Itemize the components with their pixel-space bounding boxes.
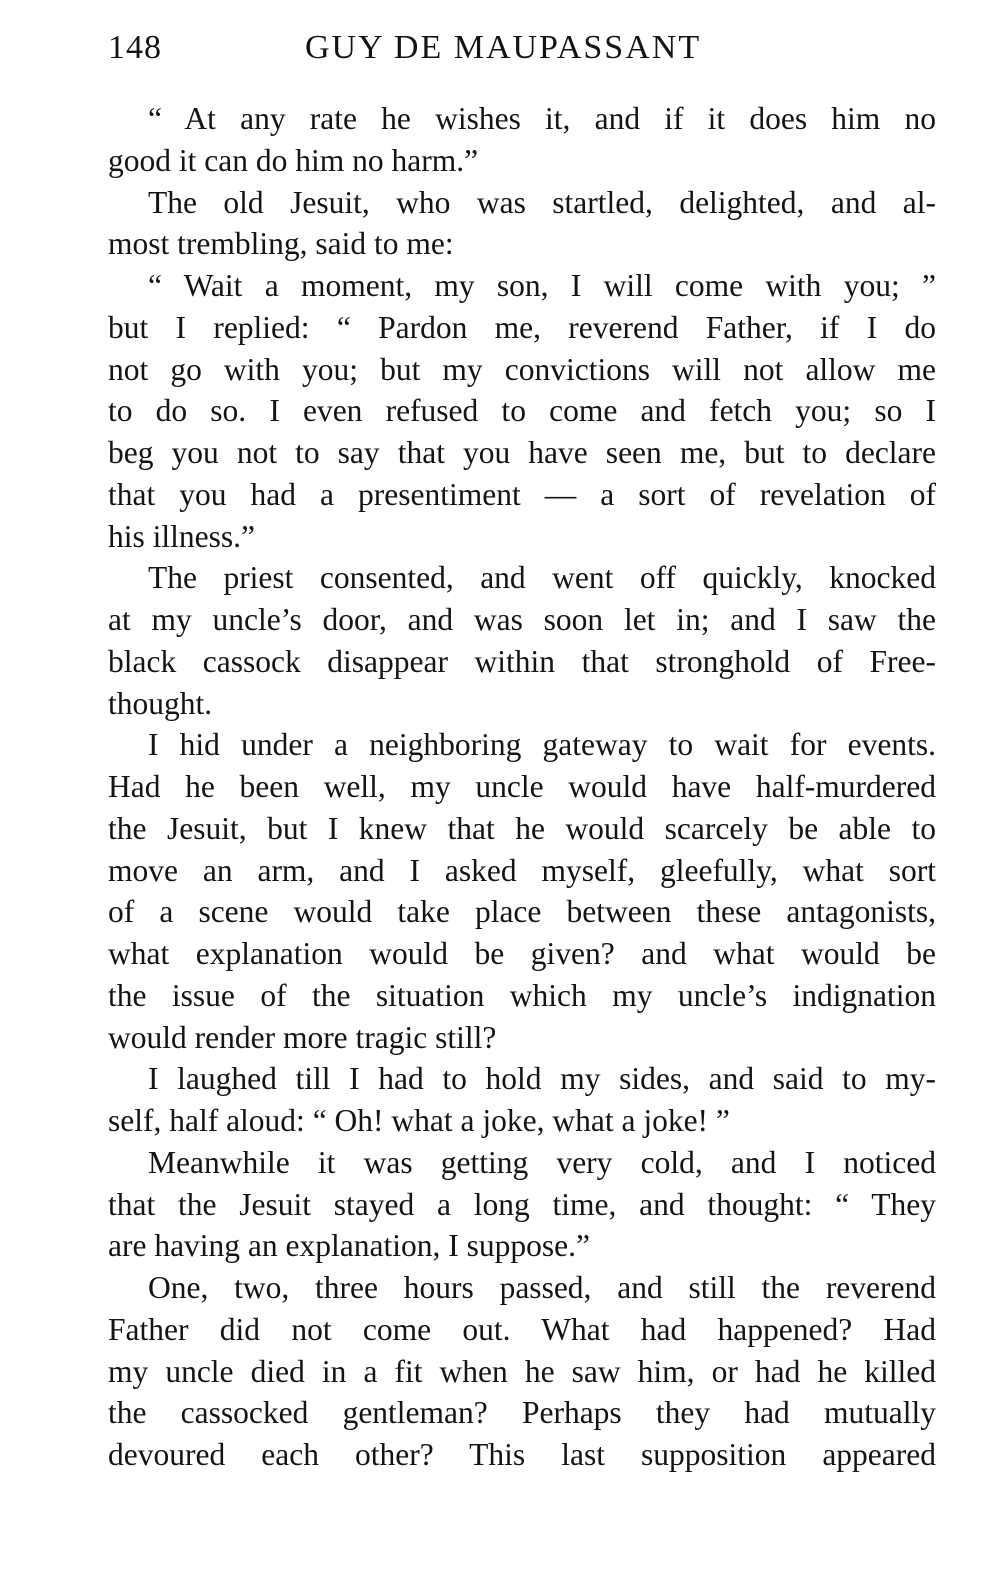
running-head xyxy=(108,22,936,74)
text-line: not go with you; but my convictions will not allow me xyxy=(108,351,936,387)
text-line: Had he been well, my uncle would have half-murdered xyxy=(108,769,936,804)
text-line: my uncle died in a fit when he saw him, or had he killed xyxy=(108,1353,936,1389)
text-line: Meanwhile it was getting very cold, and I noticed xyxy=(148,1144,936,1180)
text-line: but I replied: “ Pardon me, reverend Father, if I do xyxy=(108,309,936,345)
text-line: I laughed till I had to hold my sides, and said to my- xyxy=(148,1061,936,1097)
text-line: that you had a presentiment — a sort of revelation of xyxy=(108,476,936,512)
body-text xyxy=(108,98,936,1476)
page-number: 148 xyxy=(108,29,162,66)
text-line: I hid under a neighboring gateway to wait for events. xyxy=(148,727,936,763)
text-line: what explanation would be given? and what would be xyxy=(108,936,936,971)
text-line: are having an explanation, I suppose.” xyxy=(108,1228,590,1264)
text-line: that the Jesuit stayed a long time, and thought: “ They xyxy=(108,1186,936,1222)
text-line: at my uncle’s door, and was soon let in; and I saw the xyxy=(108,602,936,637)
text-line: black cassock disappear within that stronghold of Free- xyxy=(108,643,936,679)
text-line: the cassocked gentleman? Perhaps they had mutually xyxy=(108,1395,936,1431)
text-line: The priest consented, and went off quickly, knocked xyxy=(148,560,936,596)
text-line: to do so. I even refused to come and fetch you; so I xyxy=(108,393,936,429)
text-line: One, two, three hours passed, and still the reverend xyxy=(148,1270,936,1305)
running-title: GUY DE MAUPASSANT xyxy=(305,29,702,66)
text-line: would render more tragic still? xyxy=(108,1019,497,1055)
text-line: his illness.” xyxy=(108,518,255,554)
text-line: “ At any rate he wishes it, and if it does him no xyxy=(148,101,936,136)
text-line: “ Wait a moment, my son, I will come with you; ” xyxy=(148,268,936,303)
text-line: Father did not come out. What had happened? Had xyxy=(108,1311,936,1347)
text-line: the Jesuit, but I knew that he would scarcely be able to xyxy=(108,810,936,846)
text-line: The old Jesuit, who was startled, delighted, and al- xyxy=(148,184,936,220)
text-line: devoured each other? This last supposition appeared xyxy=(108,1437,936,1472)
text-line: most trembling, said to me: xyxy=(108,226,454,262)
text-line: self, half aloud: “ Oh! what a joke, what a joke! ” xyxy=(108,1103,730,1138)
text-line: the issue of the situation which my uncle’s indignation xyxy=(108,977,936,1013)
text-line: move an arm, and I asked myself, gleefully, what sort xyxy=(108,852,936,888)
text-line: thought. xyxy=(108,685,213,721)
text-line: beg you not to say that you have seen me, but to declare xyxy=(108,435,936,470)
text-line: of a scene would take place between these antagonists, xyxy=(108,894,936,930)
text-line: good it can do him no harm.” xyxy=(108,142,479,178)
